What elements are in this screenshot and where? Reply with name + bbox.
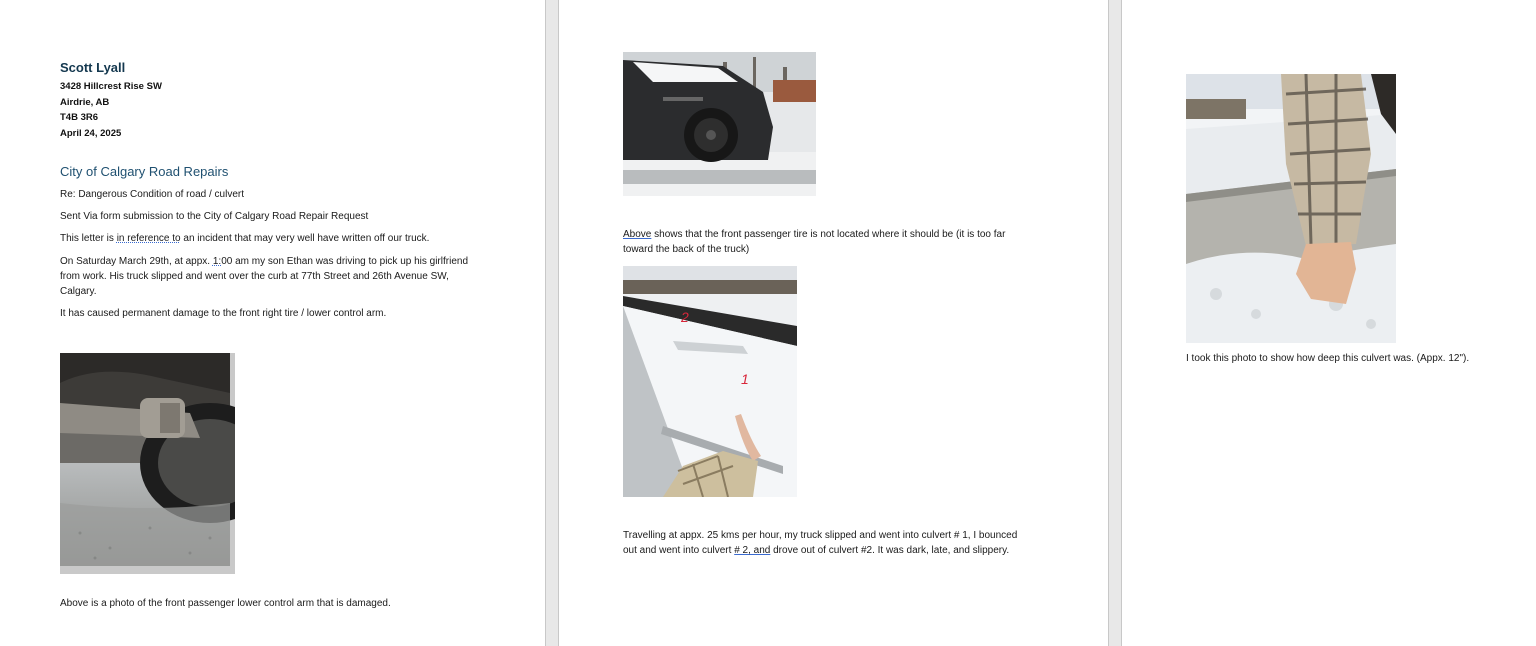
para2-text-c: 00 am my son Ethan was driving to pick up his girlfriend bbox=[221, 256, 469, 267]
truck-caption-line-2: toward the back of the truck) bbox=[623, 244, 750, 255]
paragraph-1 bbox=[60, 231, 429, 246]
culvert-marker-1: 1 bbox=[741, 371, 749, 387]
culvert-marker-2: 2 bbox=[681, 309, 689, 325]
page-divider bbox=[545, 0, 546, 646]
paragraph-3: It has caused permanent damage to the front right tire / lower control arm. bbox=[60, 308, 387, 319]
page-3 bbox=[1122, 0, 1536, 646]
control-arm-photo[interactable] bbox=[60, 353, 235, 574]
caption-text: shows that the front passenger tire is not located where it should be (it is too far bbox=[651, 229, 1006, 240]
letter-date: April 24, 2025 bbox=[60, 128, 122, 139]
page-1 bbox=[0, 0, 545, 646]
sent-via-line: Sent Via form submission to the City of Calgary Road Repair Request bbox=[60, 211, 369, 222]
para2-flagged-text[interactable]: 1: bbox=[212, 256, 222, 267]
para1-text-a: This letter is bbox=[60, 233, 117, 244]
paragraph-2-line-3: Calgary. bbox=[60, 286, 97, 297]
para1-text-c: an incident that may very well have written off our truck. bbox=[180, 233, 430, 244]
address-line-2: Airdrie, AB bbox=[60, 97, 110, 108]
paragraph-2-line-1 bbox=[60, 254, 468, 269]
truck-photo[interactable] bbox=[623, 52, 816, 196]
truck-caption-line-1 bbox=[623, 227, 1005, 242]
page-2 bbox=[559, 0, 1108, 646]
incident-text-c: drove out of culvert #2. It was dark, late, and slippery. bbox=[770, 545, 1010, 556]
paragraph-2-line-2: from work. His truck slipped and went over the curb at 77th Street and 26th Avenue SW, bbox=[60, 271, 449, 282]
sender-name: Scott Lyall bbox=[60, 60, 126, 75]
re-line: Re: Dangerous Condition of road / culvert bbox=[60, 189, 244, 200]
depth-photo-caption: I took this photo to show how deep this culvert was. (Appx. 12"). bbox=[1186, 353, 1470, 364]
address-line-3: T4B 3R6 bbox=[60, 112, 99, 123]
incident-paragraph-line-1: Travelling at appx. 25 kms per hour, my truck slipped and went into culvert # 1, I bounced bbox=[623, 530, 1018, 541]
para1-flagged-text[interactable]: in reference to bbox=[116, 233, 181, 244]
address-line-1: 3428 Hillcrest Rise SW bbox=[60, 81, 162, 92]
para2-text-a: On Saturday March 29th, at appx. bbox=[60, 256, 213, 267]
page-divider bbox=[1108, 0, 1109, 646]
recipient-heading: City of Calgary Road Repairs bbox=[60, 164, 229, 179]
culvert-depth-photo[interactable] bbox=[1186, 74, 1396, 343]
incident-paragraph-line-2 bbox=[623, 543, 1009, 558]
incident-flagged-text[interactable]: # 2, and bbox=[734, 545, 771, 556]
culvert-photo[interactable] bbox=[623, 266, 797, 497]
incident-text-a: out and went into culvert bbox=[623, 545, 735, 556]
caption-flagged-word[interactable]: Above bbox=[623, 229, 652, 240]
photo-1-caption: Above is a photo of the front passenger lower control arm that is damaged. bbox=[60, 598, 391, 609]
